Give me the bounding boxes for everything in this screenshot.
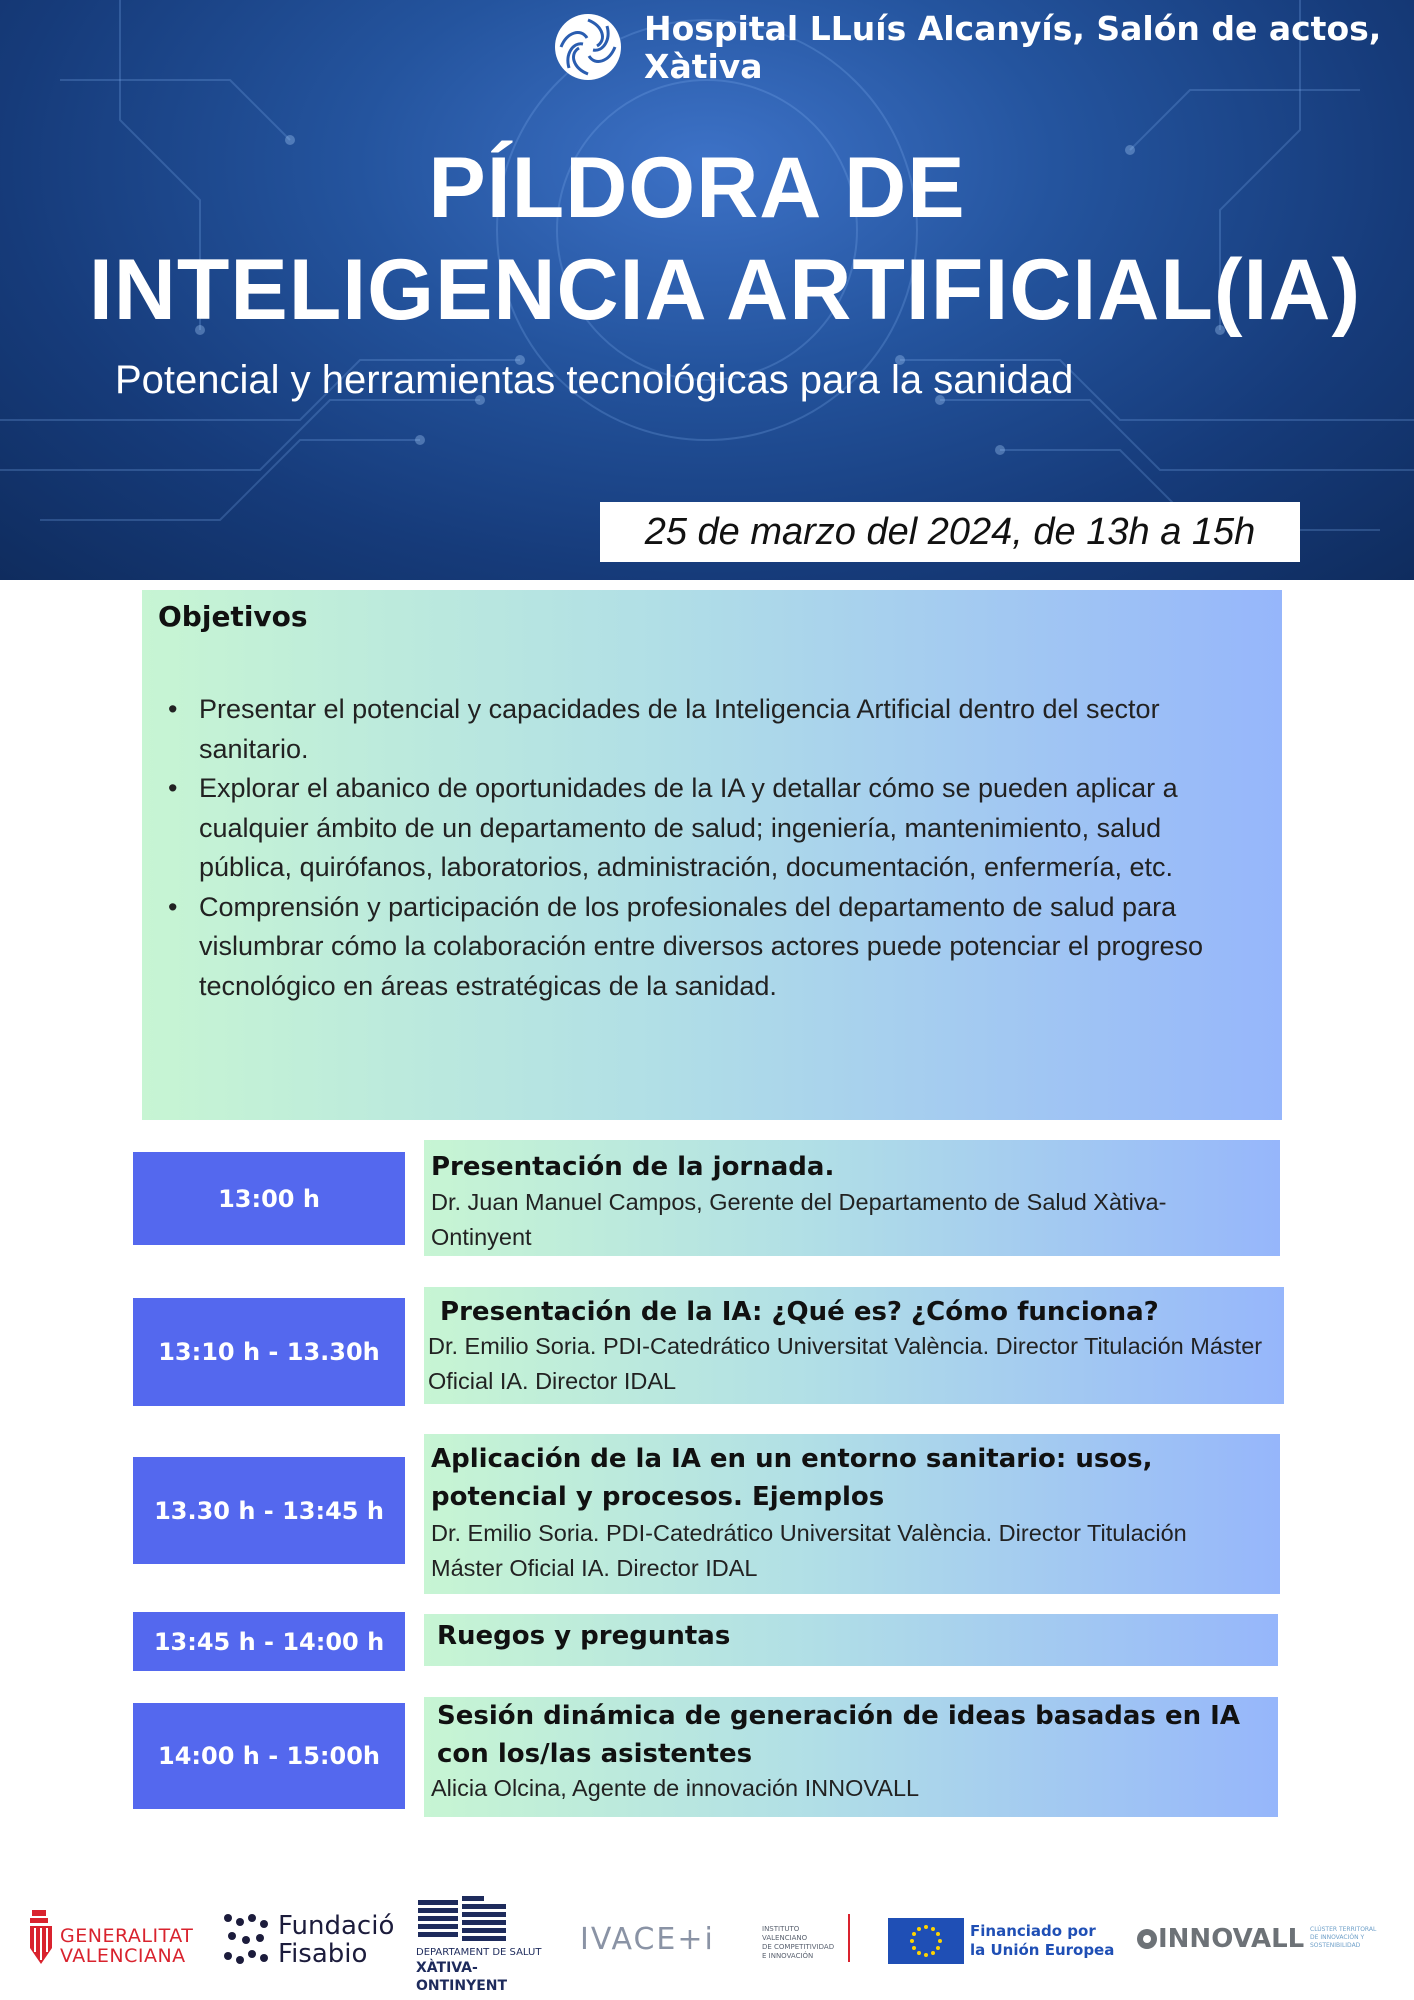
sponsor-logos <box>0 1890 1414 2000</box>
innovall-line3: SOSTENIBILIDAD <box>1310 1942 1361 1949</box>
departament-building-icon <box>418 1896 508 1942</box>
departament-salut-logo <box>416 1896 546 1994</box>
agenda-time-3: 13.30 h - 13:45 h <box>133 1457 405 1564</box>
eu-line1: Financiado por <box>970 1922 1096 1940</box>
agenda-time-1: 13:00 h <box>133 1152 405 1245</box>
agenda-title-3: Aplicación de la IA en un entorno sanitario: usos, potencial y procesos. Ejemplos <box>431 1444 1153 1512</box>
agenda-card-5 <box>424 1697 1278 1817</box>
page-subtitle: Potencial y herramientas tecnológicas para la sanidad <box>115 358 1074 402</box>
objective-item: • Comprensión y participación de los profesionales del departamento de salud para vislumbrar cómo la colaboración entre diversos actores puede potenciar el progreso tecnológico en áreas estratégicas de la sanidad. <box>199 888 1259 1007</box>
agenda-card-3 <box>424 1434 1280 1594</box>
agenda-speaker-2: Dr. Emilio Soria. PDI-Catedrático Universitat València. Director Titulación Máster Oficial IA. Director IDAL <box>428 1333 1263 1394</box>
ivace-line3: E INNOVACIÓN <box>762 1952 814 1960</box>
eu-line2: la Unión Europea <box>970 1941 1115 1959</box>
agenda-title-5: Sesión dinámica de generación de ideas basadas en IA con los/las asistentes <box>437 1701 1240 1769</box>
objectives-list <box>142 690 1259 1006</box>
fisabio-line2: Fisabio <box>278 1939 368 1969</box>
departament-line1: DEPARTAMENT DE SALUT <box>416 1947 542 1958</box>
objectives-panel <box>142 590 1282 1120</box>
agenda-time-2: 13:10 h - 13.30h <box>133 1298 405 1406</box>
agenda-card-2 <box>424 1287 1284 1404</box>
eu-flag-icon <box>888 1918 964 1964</box>
agenda-title-4: Ruegos y preguntas <box>437 1621 731 1651</box>
generalitat-crest-icon <box>28 1908 54 1972</box>
fisabio-dots-icon <box>222 1912 270 1966</box>
innovall-line1: CLÚSTER TERRITORAL <box>1310 1926 1377 1933</box>
ivace-name: IVACE+i <box>580 1922 715 1957</box>
agenda-speaker-1: Dr. Juan Manuel Campos, Gerente del Departamento de Salud Xàtiva-Ontinyent <box>431 1189 1167 1250</box>
fisabio-line1: Fundació <box>278 1911 395 1941</box>
generalitat-logo <box>28 1908 198 1978</box>
fisabio-logo <box>222 1911 395 1972</box>
event-date: 25 de marzo del 2024, de 13h a 15h <box>600 502 1300 562</box>
venue-swirl-icon <box>553 12 623 82</box>
agenda-time-5: 14:00 h - 15:00h <box>133 1703 405 1809</box>
agenda-title-1: Presentación de la jornada. <box>431 1152 835 1182</box>
ivace-line1: INSTITUTO VALENCIANO <box>762 1925 808 1942</box>
ivace-line2: DE COMPETITIVIDAD <box>762 1943 835 1951</box>
agenda-card-4 <box>424 1614 1278 1666</box>
ivace-logo <box>580 1920 840 1964</box>
venue-text: Hospital LLuís Alcanyís, Salón de actos, Xàtiva <box>644 9 1382 86</box>
objective-item: • Presentar el potencial y capacidades de la Inteligencia Artificial dentro del sector sanitario. <box>199 690 1259 769</box>
agenda-title-2: Presentación de la IA: ¿Qué es? ¿Cómo funciona? <box>431 1297 1159 1327</box>
objective-item: • Explorar el abanico de oportunidades de la IA y detallar cómo se pueden aplicar a cualquier ámbito de un departamento de salud; ingeniería, mantenimiento, salud pública, quirófanos, laboratorios, administración, documentación, enfermería, etc. <box>199 769 1259 888</box>
generalitat-line2: VALENCIANA <box>60 1945 186 1967</box>
generalitat-line1: GENERALITAT <box>60 1925 194 1947</box>
innovall-mark-icon <box>1136 1928 1158 1950</box>
page-title-line2: INTELIGENCIA ARTIFICIAL(IA) <box>88 242 1362 338</box>
agenda-speaker-5: Alicia Olcina, Agente de innovación INNOVALL <box>431 1775 920 1801</box>
logo-divider <box>848 1914 850 1962</box>
agenda-time-4: 13:45 h - 14:00 h <box>133 1612 405 1671</box>
departament-line2: XÀTIVA-ONTINYENT <box>416 1960 508 1994</box>
header-banner <box>0 0 1414 580</box>
innovall-logo <box>1136 1922 1406 1966</box>
innovall-name: INNOVALL <box>1158 1924 1305 1954</box>
agenda-speaker-3: Dr. Emilio Soria. PDI-Catedrático Universitat València. Director Titulación Máster Oficial IA. Director IDAL <box>431 1520 1187 1581</box>
eu-funding-logo <box>888 1918 1118 1968</box>
objectives-title: Objetivos <box>158 600 308 633</box>
page-title-line1: PÍLDORA DE <box>428 140 966 236</box>
innovall-line2: DE INNOVACIÓN Y <box>1310 1934 1365 1941</box>
agenda-card-1 <box>424 1140 1280 1256</box>
